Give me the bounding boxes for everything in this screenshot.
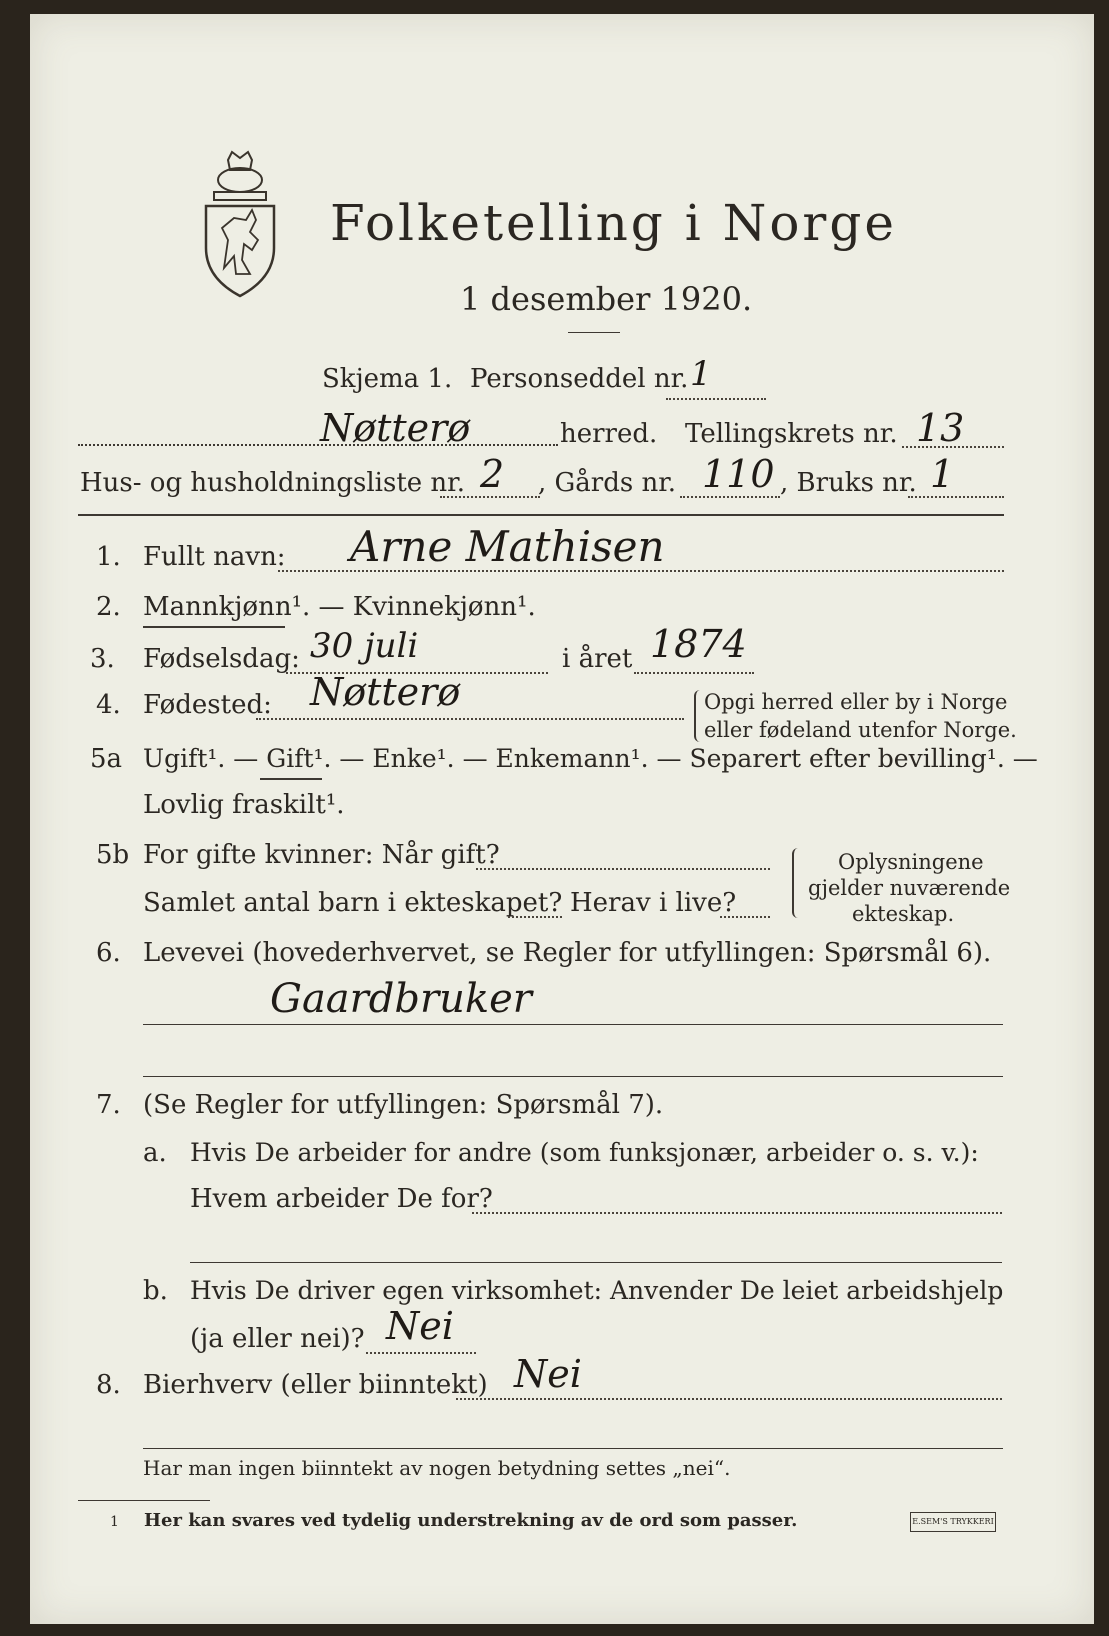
bruks-line <box>908 496 1004 498</box>
q5b-line1 <box>476 868 770 870</box>
q5b-note-brace <box>792 848 800 918</box>
form-title: Folketelling i Norge <box>330 194 897 252</box>
q4-label: Fødested: <box>143 690 272 720</box>
q3-value: 30 juli <box>310 626 419 666</box>
q4-note-line1: Opgi herred eller by i Norge <box>704 690 1008 714</box>
bruks-value: 1 <box>930 452 955 496</box>
personseddel-value: 1 <box>690 354 712 394</box>
q6-value: Gaardbruker <box>270 976 532 1022</box>
q7-label: (Se Regler for utfyllingen: Spørsmål 7). <box>143 1090 664 1120</box>
q6-line1 <box>143 1024 1003 1025</box>
herred-value: Nøtterø <box>320 406 471 450</box>
personseddel-label: Personseddel nr. <box>470 364 689 394</box>
q7a-letter: a. <box>143 1138 167 1168</box>
q7b-value: Nei <box>386 1304 454 1348</box>
census-date: 1 desember 1920. <box>460 280 753 318</box>
q5a-number: 5a <box>90 744 123 774</box>
q3-year-value: 1874 <box>650 622 747 666</box>
q5b-note-line2: gjelder nuværende <box>808 876 1011 900</box>
tellingskrets-label: Tellingskrets nr. <box>685 419 898 449</box>
hus-line <box>440 496 540 498</box>
q1-number: 1. <box>96 542 121 572</box>
herred-label: herred. <box>560 419 658 449</box>
gards-line <box>680 496 780 498</box>
q5b-note-line3: ekteskap. <box>852 902 955 926</box>
printer-stamp: E.SEM'S TRYKKERI <box>910 1512 996 1532</box>
q2-label: Mannkjønn¹. — Kvinnekjønn¹. <box>143 592 536 622</box>
q4-value: Nøtterø <box>310 670 461 714</box>
q5b-line2 <box>508 916 562 918</box>
q3-number: 3. <box>90 644 115 674</box>
coat-of-arms-icon <box>200 148 280 300</box>
footnote-divider <box>78 1500 210 1501</box>
q5a-label-line2: Lovlig fraskilt¹. <box>143 790 345 820</box>
bruks-label: , Bruks nr. <box>780 468 917 498</box>
personseddel-line <box>666 398 766 400</box>
title-divider <box>568 332 620 333</box>
footnote-text: Her kan svares ved tydelig understrekning av de ord som passer. <box>144 1510 798 1531</box>
q7b-label1: Hvis De driver egen virksomhet: Anvender De leiet arbeidshjelp <box>190 1276 1004 1305</box>
header-divider <box>78 514 1004 516</box>
q6-line2 <box>143 1076 1003 1077</box>
q7a-label1: Hvis De arbeider for andre (som funksjonær, arbeider o. s. v.): <box>190 1138 979 1167</box>
q4-number: 4. <box>96 690 121 720</box>
q6-number: 6. <box>96 938 121 968</box>
q4-note-brace <box>694 690 702 742</box>
q7a-line1 <box>472 1212 1002 1214</box>
skjema-label: Skjema 1. <box>322 364 453 394</box>
q4-note-line2: eller fødeland utenfor Norge. <box>704 718 1017 742</box>
q3-year-line <box>634 672 754 674</box>
q7-number: 7. <box>96 1090 121 1120</box>
tellingskrets-value: 13 <box>916 406 965 450</box>
q5b-label3: Herav i live? <box>570 888 737 918</box>
q5b-label1: For gifte kvinner: Når gift? <box>143 840 500 870</box>
q8-value: Nei <box>514 1352 582 1396</box>
q8-line <box>456 1398 1002 1400</box>
q5b-number: 5b <box>96 840 130 870</box>
footnote-mark: 1 <box>110 1514 119 1530</box>
q7b-letter: b. <box>143 1276 168 1306</box>
q1-value: Arne Mathisen <box>350 522 665 571</box>
q3-label: Fødselsdag: <box>143 644 300 674</box>
q7b-line <box>366 1352 476 1354</box>
q1-label: Fullt navn: <box>143 542 286 572</box>
q3-year-label: i året <box>562 644 633 674</box>
q8-line2 <box>143 1448 1003 1449</box>
q7a-label2: Hvem arbeider De for? <box>190 1184 493 1214</box>
q5b-label2: Samlet antal barn i ekteskapet? <box>143 888 563 918</box>
q5b-note-line1: Oplysningene <box>838 850 984 874</box>
q8-note: Har man ingen biinntekt av nogen betydning settes „nei“. <box>143 1456 731 1480</box>
gards-value: 110 <box>702 452 775 496</box>
q2-underline <box>143 626 285 628</box>
q5b-line3 <box>720 916 770 918</box>
herred-line <box>78 444 558 446</box>
hus-value: 2 <box>480 452 505 496</box>
q8-number: 8. <box>96 1370 121 1400</box>
gards-label: , Gårds nr. <box>538 468 677 498</box>
q5a-label: Ugift¹. — Gift¹. — Enke¹. — Enkemann¹. — Separert efter bevilling¹. — <box>143 744 1038 773</box>
hus-label: Hus- og husholdningsliste nr. <box>80 468 466 498</box>
q4-line <box>256 718 684 720</box>
q8-label: Bierhverv (eller biinntekt) <box>143 1370 488 1400</box>
census-form <box>30 14 1094 1624</box>
q6-label: Levevei (hovederhvervet, se Regler for utfyllingen: Spørsmål 6). <box>143 938 992 968</box>
q2-number: 2. <box>96 592 121 622</box>
q5a-gift-underline <box>260 778 322 780</box>
q7b-label2: (ja eller nei)? <box>190 1324 365 1354</box>
q7a-line2 <box>190 1262 1002 1263</box>
